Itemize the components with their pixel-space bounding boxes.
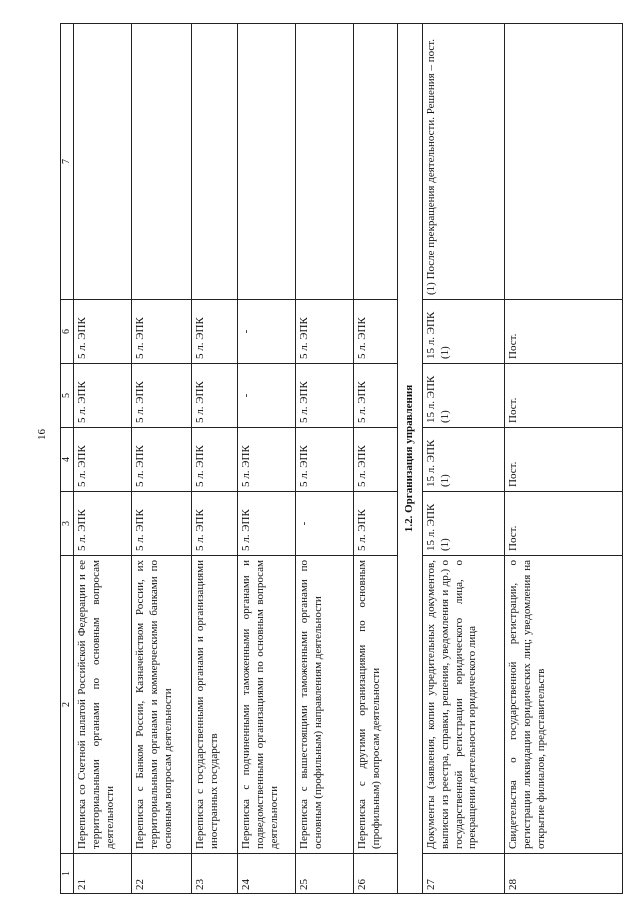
retention-period: 5 л. ЭПК (132, 492, 192, 556)
column-header: 7 (61, 24, 74, 300)
retention-period: 5 л. ЭПК (354, 492, 398, 556)
retention-period: 5 л. ЭПК (238, 492, 296, 556)
article-number: 22 (132, 854, 192, 894)
retention-period: - (238, 300, 296, 364)
document-description: Переписка с подчиненными таможенными органами и подведомственными организациями по основным вопросам деятельности (238, 556, 296, 854)
retention-period: 5 л. ЭПК (132, 364, 192, 428)
retention-period: 5 л. ЭПК (296, 428, 354, 492)
retention-period: Пост. (505, 364, 623, 428)
retention-schedule-sheet (60, 24, 623, 894)
retention-period: 5 л. ЭПК (74, 428, 132, 492)
document-description: Переписка с вышестоящими таможенными органами по основным (профильным) направлениям деятельности (296, 556, 354, 854)
retention-period: Пост. (505, 428, 623, 492)
note (296, 24, 354, 300)
column-header: 2 (61, 556, 74, 854)
column-header: 3 (61, 492, 74, 556)
note (74, 24, 132, 300)
page-number: 16 (36, 429, 48, 440)
article-number: 27 (423, 854, 505, 894)
retention-period: 5 л. ЭПК (74, 364, 132, 428)
document-description: Переписка с государственными органами и организациями иностранных государств (192, 556, 238, 854)
table-row (74, 24, 132, 894)
table-row (423, 24, 505, 894)
retention-period: 5 л. ЭПК (74, 300, 132, 364)
article-number: 23 (192, 854, 238, 894)
column-header: 5 (61, 364, 74, 428)
retention-period: - (238, 364, 296, 428)
retention-schedule-table (60, 23, 623, 894)
retention-period: 15 л. ЭПК (1) (423, 364, 505, 428)
article-number: 28 (505, 854, 623, 894)
note (505, 24, 623, 300)
retention-period: 5 л. ЭПК (132, 428, 192, 492)
note: (1) После прекращения деятельности. Решения – пост. (423, 24, 505, 300)
retention-period: 5 л. ЭПК (296, 300, 354, 364)
retention-period: 5 л. ЭПК (192, 492, 238, 556)
note (238, 24, 296, 300)
retention-period: 5 л. ЭПК (354, 428, 398, 492)
article-number: 24 (238, 854, 296, 894)
table-row (132, 24, 192, 894)
table-row (192, 24, 238, 894)
retention-period: 5 л. ЭПК (238, 428, 296, 492)
table-row (296, 24, 354, 894)
document-description: Переписка с Банком России, Казначейством России, их территориальными органами и коммерческими банками по основным вопросам деятельности (132, 556, 192, 854)
column-header: 6 (61, 300, 74, 364)
article-number: 26 (354, 854, 398, 894)
table-row (354, 24, 398, 894)
document-description: Переписка с другими организациями по основным (профильным) вопросам деятельности (354, 556, 398, 854)
retention-period: 5 л. ЭПК (192, 364, 238, 428)
section-title: 1.2. Организация управления (398, 24, 423, 894)
retention-period: 5 л. ЭПК (354, 300, 398, 364)
document-description: Переписка со Счетной палатой Российской Федерации и ее территориальными органами по основным вопросам деятельности (74, 556, 132, 854)
column-number-header (61, 24, 74, 894)
note (354, 24, 398, 300)
document-description: Свидетельства о государственной регистрации, о регистрации ликвидации юридических лиц; уведомления на открытие филиалов, представительств (505, 556, 623, 854)
retention-period: 5 л. ЭПК (296, 364, 354, 428)
document-description: Документы (заявления, копии учредительных документов, выписки из реестра, справки, решения, уведомления и др.) о государственной регистрации юридического лица, о прекращении деятельности юридического лица (423, 556, 505, 854)
retention-period: 5 л. ЭПК (192, 428, 238, 492)
article-number: 25 (296, 854, 354, 894)
table-row (505, 24, 623, 894)
note (132, 24, 192, 300)
retention-period: 15 л. ЭПК (1) (423, 300, 505, 364)
retention-period: 5 л. ЭПК (74, 492, 132, 556)
retention-period: Пост. (505, 300, 623, 364)
table-row (238, 24, 296, 894)
section-row (398, 24, 423, 894)
retention-period: 5 л. ЭПК (354, 364, 398, 428)
retention-period: Пост. (505, 492, 623, 556)
retention-period: 15 л. ЭПК (1) (423, 428, 505, 492)
retention-period: 5 л. ЭПК (192, 300, 238, 364)
column-header: 1 (61, 854, 74, 894)
retention-period: 15 л. ЭПК (1) (423, 492, 505, 556)
retention-period: 5 л. ЭПК (132, 300, 192, 364)
article-number: 21 (74, 854, 132, 894)
note (192, 24, 238, 300)
column-header: 4 (61, 428, 74, 492)
retention-period: - (296, 492, 354, 556)
